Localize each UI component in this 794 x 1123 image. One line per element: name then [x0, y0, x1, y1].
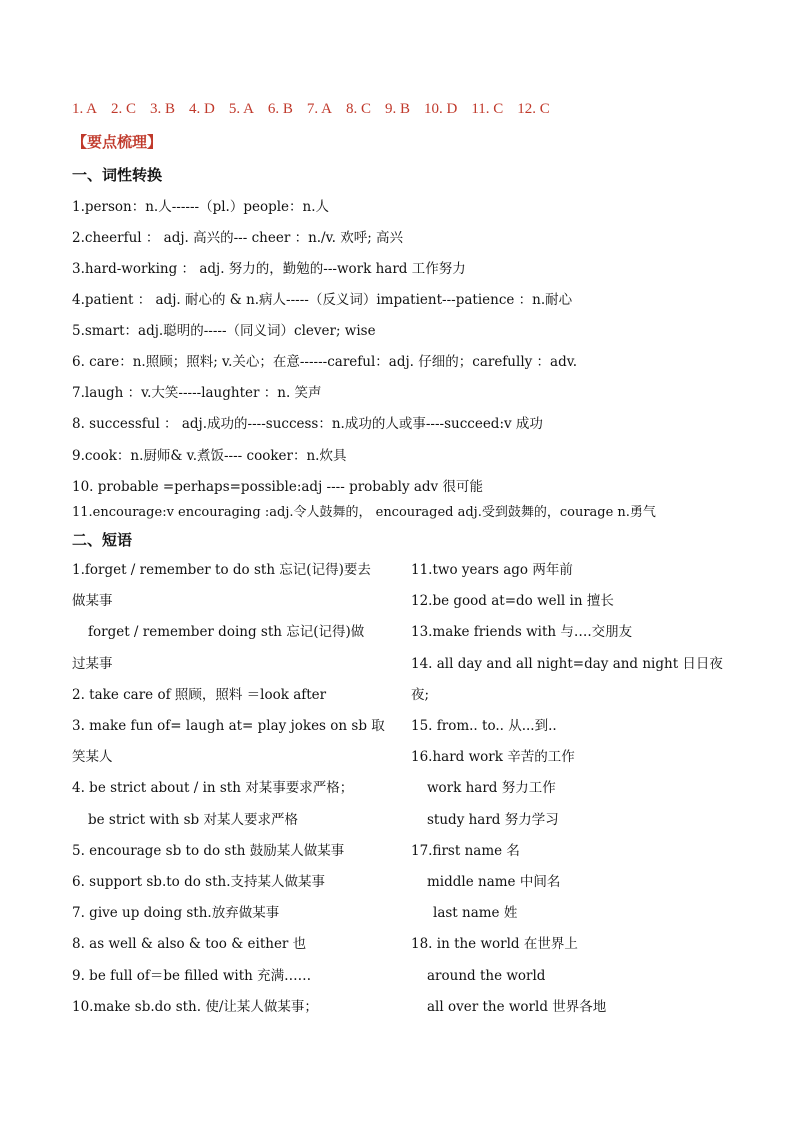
phrase-item: 夜; — [411, 687, 430, 703]
answer-10: 10. D — [423, 101, 458, 117]
phrase-item: all over the world 世界各地 — [427, 999, 607, 1015]
phrase-item: study hard 努力学习 — [427, 812, 559, 828]
phrase-item: 过某事 — [72, 656, 113, 672]
word-item: 11.encourage:v encouraging :adj.令人鼓舞的， encouraged adj.受到鼓舞的，courage n.勇气 — [72, 505, 656, 520]
word-item: 3.hard-working ： adj. 努力的，勤勉的---work hard 工作努力 — [72, 261, 466, 277]
phrase-item: work hard 努力工作 — [427, 780, 556, 796]
phrase-item: forget / remember doing sth 忘记(记得)做 — [88, 624, 365, 640]
word-item: 6. care：n.照顾；照料; v.关心；在意------careful：adj. 仔细的；carefully ：adv. — [72, 354, 578, 370]
answer-7: 7. A — [306, 101, 332, 117]
phrase-item: 17.first name 名 — [411, 843, 520, 859]
answer-2: 2. C — [111, 101, 137, 117]
word-item: 8. successful ： adj.成功的----success：n.成功的人或事----succeed:v 成功 — [72, 416, 543, 432]
word-item: 7.laugh ：v.大笑-----laughter ：n. 笑声 — [72, 385, 322, 401]
answer-1: 1. A — [72, 101, 98, 117]
phrase-item: 做某事 — [72, 593, 113, 609]
answer-9: 9. B — [384, 101, 410, 117]
phrase-item: 3. make fun of= laugh at= play jokes on sb 取 — [72, 718, 385, 734]
phrase-item: 11.two years ago 两年前 — [411, 562, 573, 578]
word-item: 5.smart：adj.聪明的-----（同义词）clever; wise — [72, 323, 376, 339]
phrase-item: be strict with sb 对某人要求严格 — [88, 812, 298, 828]
phrase-item: 4. be strict about / in sth 对某事要求严格； — [72, 780, 354, 796]
phrase-item: 14. all day and all night=day and night 日日夜 — [411, 656, 723, 672]
phrase-item: 18. in the world 在世界上 — [411, 936, 578, 952]
phrase-item: 6. support sb.to do sth.支持某人做某事 — [72, 874, 325, 890]
word-item: 1.person：n.人------（pl.）people：n.人 — [72, 199, 330, 215]
phrase-item: 10.make sb.do sth. 使/让某人做某事； — [72, 999, 318, 1015]
word-item: 2.cheerful ： adj. 高兴的--- cheer ：n./v. 欢呼; 高兴 — [72, 230, 404, 246]
phrase-item: middle name 中间名 — [427, 874, 561, 890]
answer-12: 12. C — [517, 101, 550, 117]
word-item: 4.patient ： adj. 耐心的 & n.病人-----（反义词）impatient---patience ：n.耐心 — [72, 292, 573, 308]
phrase-item: 2. take care of 照顾，照料 ＝look after — [72, 687, 327, 703]
phrase-item: 7. give up doing sth.放弃做某事 — [72, 905, 280, 921]
answer-3: 3. B — [150, 101, 176, 117]
word-item: 9.cook：n.厨师& v.煮饭---- cooker：n.炊具 — [72, 448, 347, 464]
phrase-item: 笑某人 — [72, 749, 113, 765]
answer-6: 6. B — [267, 101, 293, 117]
section-1-title: 一、词性转换 — [72, 166, 163, 184]
phrase-item: 9. be full of＝be filled with 充满…… — [72, 968, 312, 984]
answer-5: 5. A — [228, 101, 254, 117]
answer-11: 11. C — [471, 101, 504, 117]
key-points-title: 【要点梳理】 — [72, 133, 163, 151]
phrase-item: 12.be good at=do well in 擅长 — [411, 593, 614, 609]
phrase-item: 8. as well & also & too & either 也 — [72, 936, 307, 952]
answer-8: 8. C — [345, 101, 371, 117]
phrase-item: 1.forget / remember to do sth 忘记(记得)要去 — [72, 562, 371, 578]
word-item: 10. probable =perhaps=possible:adj ---- probably adv 很可能 — [72, 479, 483, 495]
phrase-item: around the world — [427, 968, 546, 984]
phrase-item: 15. from.. to.. 从...到.. — [411, 718, 557, 734]
phrase-item: last name 姓 — [433, 905, 518, 921]
phrase-item: 5. encourage sb to do sth 鼓励某人做某事 — [72, 843, 345, 859]
phrase-item: 16.hard work 辛苦的工作 — [411, 749, 575, 765]
answer-key-row — [72, 101, 752, 118]
phrase-item: 13.make friends with 与….交朋友 — [411, 624, 633, 640]
answer-4: 4. D — [189, 101, 215, 117]
section-2-title: 二、短语 — [72, 531, 133, 549]
